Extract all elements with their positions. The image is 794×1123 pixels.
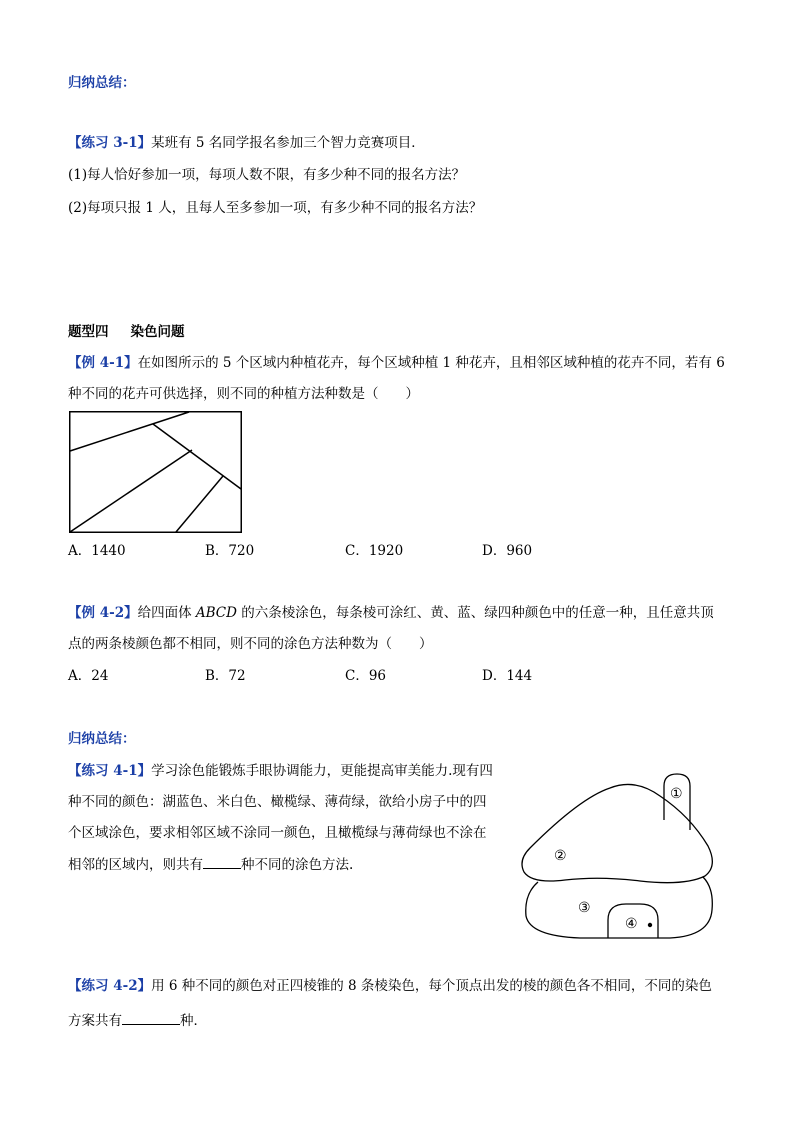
example-4-2-option-c: C．96 (345, 668, 387, 684)
example-4-2-text-post: 的六条棱涂色，每条棱可涂红、黄、蓝、绿四种颜色中的任意一种，且任意共顶 (241, 605, 714, 621)
practice-3-1-q2: (2)每项只报 1 人，且每人至多参加一项，有多少种不同的报名方法？ (68, 200, 483, 216)
practice-4-1-line3: 个区域涂色，要求相邻区域不涂同一颜色，且橄榄绿与薄荷绿也不涂在 (68, 825, 487, 841)
example-4-1-option-b: B．720 (205, 543, 255, 559)
figure-line-1 (70, 412, 189, 451)
practice-4-2-line1 (68, 976, 712, 996)
answer-blank-4-1[interactable] (203, 854, 241, 869)
door-knob (648, 923, 652, 927)
practice-4-1-text4-post: 种不同的涂色方法. (241, 857, 354, 873)
region-label-4: ④ (625, 916, 638, 932)
region-label-2: ② (554, 848, 567, 864)
five-region-figure (69, 411, 242, 533)
house-body-outline (526, 877, 713, 938)
example-4-2-line1 (68, 603, 714, 623)
region-label-1: ① (670, 786, 683, 802)
summary-heading-2: 归纳总结： (68, 731, 136, 747)
example-4-1-text1: 在如图所示的 5 个区域内种植花卉，每个区域种植 1 种花卉，且相邻区域种植的花卉不同，若有 6 (137, 355, 725, 371)
example-4-2-line2: 点的两条棱颜色都不相同，则不同的涂色方法种数为（ ） (68, 636, 433, 652)
example-4-2-option-d: D．144 (482, 668, 533, 684)
practice-4-2-text2-pre: 方案共有 (68, 1013, 122, 1029)
practice-4-2-text2-post: 种． (180, 1013, 207, 1029)
example-4-2-tag: 【例 4-2】 (68, 605, 138, 621)
summary-heading-1: 归纳总结： (68, 75, 136, 91)
section-4-label: 题型四 (68, 324, 109, 340)
practice-4-2-tag: 【练习 4-2】 (68, 978, 152, 994)
region-label-3: ③ (578, 900, 591, 916)
section-4-title: 染色问题 (130, 324, 185, 340)
figure-line-2 (153, 424, 241, 489)
figure-line-4 (176, 476, 223, 532)
example-4-2-option-b: B．72 (205, 668, 246, 684)
practice-4-1-text1: 学习涂色能锻炼手眼协调能力，更能提高审美能力.现有四 (151, 763, 493, 779)
practice-3-1-tag: 【练习 3-1】 (68, 135, 152, 151)
figure-line-3 (70, 450, 192, 532)
example-4-1-line1 (68, 353, 725, 373)
practice-4-1-line4 (68, 854, 353, 875)
practice-4-1-line1 (68, 761, 493, 781)
practice-4-1-line2: 种不同的颜色：湖蓝色、米白色、橄榄绿、薄荷绿，欲给小房子中的四 (68, 794, 487, 810)
practice-3-1-q1: (1)每人恰好参加一项，每项人数不限，有多少种不同的报名方法？ (68, 167, 466, 183)
roof-outline (522, 784, 712, 882)
example-4-1-option-d: D．960 (482, 543, 533, 559)
example-4-1-option-c: C．1920 (345, 543, 404, 559)
practice-3-1-text: 某班有 5 名同学报名参加三个智力竞赛项目． (151, 135, 425, 151)
house-figure (510, 768, 725, 943)
example-4-2-option-a: A．24 (68, 668, 109, 684)
practice-4-1-text4-pre: 相邻的区域内，则共有 (68, 857, 203, 873)
practice-4-1-tag: 【练习 4-1】 (68, 763, 152, 779)
example-4-2-abcd: ABCD (195, 605, 237, 621)
answer-blank-4-2[interactable] (122, 1010, 180, 1025)
example-4-1-option-a: A．1440 (68, 543, 126, 559)
example-4-2-text-pre: 给四面体 (137, 605, 192, 621)
example-4-1-tag: 【例 4-1】 (68, 355, 138, 371)
practice-4-2-text1: 用 6 种不同的颜色对正四棱锥的 8 条棱染色，每个顶点出发的棱的颜色各不相同，不同的染色 (151, 978, 712, 994)
practice-3-1-stem (68, 133, 425, 153)
section-4-heading (68, 322, 185, 342)
example-4-1-line2: 种不同的花卉可供选择，则不同的种植方法种数是（ ） (68, 386, 419, 402)
practice-4-2-line2 (68, 1010, 207, 1031)
